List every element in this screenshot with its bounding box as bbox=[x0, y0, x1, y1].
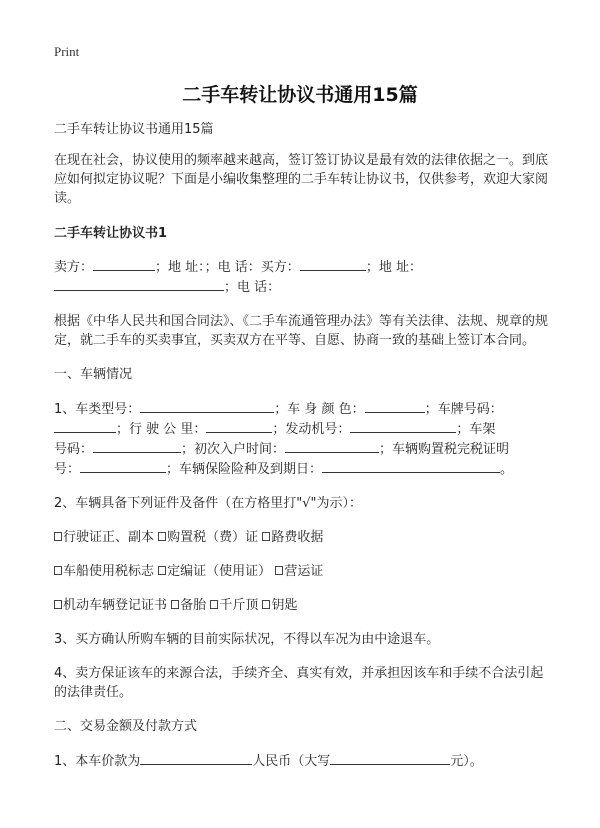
checkbox[interactable] bbox=[262, 600, 270, 609]
engine-blank[interactable] bbox=[350, 419, 456, 433]
item2-paragraph: 2、车辆具备下列证件及备件（在方格里打"√"为示）： bbox=[54, 496, 363, 511]
buyer-label: 买方： bbox=[260, 260, 300, 275]
intro-paragraph: 在现在社会，协议使用的频率越来越高，签订签订协议是最有效的法律依据之一。到底应如何拟定协议呢？下面是小编收集整理的二手车转让协议书，仅供参考，欢迎大家阅读。 bbox=[54, 153, 549, 206]
seller-blank[interactable] bbox=[93, 257, 155, 271]
parties-line bbox=[54, 257, 554, 297]
tax-number-label: 号： bbox=[54, 462, 81, 477]
insurance-label: ；车辆保险险种及到期日： bbox=[166, 462, 323, 477]
insurance-blank[interactable] bbox=[322, 459, 500, 473]
frame-label: ；车架 bbox=[456, 422, 496, 437]
price-suffix: 元）。 bbox=[450, 754, 483, 769]
tax-label: ；车辆购置税完税证明 bbox=[379, 442, 510, 457]
seller-label: 卖方： bbox=[54, 260, 94, 275]
buyer-blank[interactable] bbox=[300, 257, 366, 271]
legal-basis-paragraph: 根据《中华人民共和国合同法》、《二手车流通管理办法》等有关法律、法规、规章的规定，就二手车的买卖事宜，买卖双方在平等、自愿、协商一致的基础上签订本合同。 bbox=[54, 314, 549, 348]
print-link[interactable]: Print bbox=[54, 44, 80, 59]
checkbox-label: 车船使用税标志 bbox=[63, 564, 155, 579]
phone-label: ；电 话： bbox=[204, 260, 261, 275]
checkbox-line-1 bbox=[54, 528, 554, 547]
phone2-label: ；电 话： bbox=[224, 280, 281, 295]
price-uppercase-label: 人民币（大写 bbox=[252, 754, 331, 769]
checkbox-label: 备胎 bbox=[180, 598, 207, 613]
checkbox[interactable] bbox=[54, 566, 62, 575]
address-label: ；地 址： bbox=[155, 260, 205, 275]
checkbox[interactable] bbox=[54, 532, 62, 541]
color-label: ；车 身 颜 色： bbox=[274, 402, 365, 417]
mileage-blank[interactable] bbox=[206, 419, 272, 433]
vehicle-info-paragraph bbox=[54, 399, 554, 479]
checkbox[interactable] bbox=[54, 600, 62, 609]
register-blank[interactable] bbox=[285, 439, 379, 453]
subtitle: 二手车转让协议书通用15篇 bbox=[54, 122, 214, 137]
checkbox-label: 钥匙 bbox=[271, 598, 298, 613]
tax-blank[interactable] bbox=[80, 459, 166, 473]
address2-label: ；地 址： bbox=[365, 260, 422, 275]
section2-heading: 二、交易金额及付款方式 bbox=[54, 719, 198, 734]
checkbox[interactable] bbox=[275, 566, 283, 575]
item1-end: 。 bbox=[500, 462, 514, 477]
checkbox[interactable] bbox=[262, 532, 270, 541]
checkbox-line-3 bbox=[54, 596, 554, 615]
checkbox-line-2 bbox=[54, 562, 554, 581]
page-title: 二手车转让协议书通用15篇 bbox=[182, 84, 418, 106]
frame-blank[interactable] bbox=[93, 439, 181, 453]
color-blank[interactable] bbox=[365, 399, 425, 413]
plate-blank[interactable] bbox=[54, 419, 116, 433]
price-blank[interactable] bbox=[140, 751, 252, 765]
plate-label: ；车牌号码： bbox=[424, 402, 503, 417]
engine-label: ；发动机号： bbox=[272, 422, 351, 437]
checkbox-label: 千斤顶 bbox=[219, 598, 259, 613]
price-uppercase-blank[interactable] bbox=[330, 751, 450, 765]
frame-number-label: 号码： bbox=[54, 442, 94, 457]
mileage-label: ；行 驶 公 里： bbox=[116, 422, 207, 437]
checkbox-label: 行驶证正、副本 bbox=[63, 530, 155, 545]
price-line bbox=[54, 751, 554, 771]
checkbox-label: 定编证（使用证） bbox=[167, 564, 272, 579]
vehicle-type-blank[interactable] bbox=[140, 399, 274, 413]
checkbox-label: 路费收据 bbox=[271, 530, 324, 545]
checkbox[interactable] bbox=[158, 566, 166, 575]
checkbox[interactable] bbox=[158, 532, 166, 541]
checkbox-label: 购置税（费）证 bbox=[167, 530, 259, 545]
checkbox[interactable] bbox=[210, 600, 218, 609]
vehicle-type-label: 1、车类型号： bbox=[54, 402, 141, 417]
item4-paragraph: 4、卖方保证该车的来源合法，手续齐全、真实有效，并承担因该车和手续不合法引起的法律责任。 bbox=[54, 666, 544, 700]
register-label: ；初次入户时间： bbox=[181, 442, 286, 457]
address2-blank[interactable] bbox=[54, 277, 224, 291]
checkbox-label: 营运证 bbox=[284, 564, 324, 579]
checkbox-label: 机动车辆登记证书 bbox=[63, 598, 168, 613]
item3-paragraph: 3、买方确认所购车辆的目前实际状况，不得以车况为由中途退车。 bbox=[54, 632, 440, 647]
agreement-heading: 二手车转让协议书1 bbox=[54, 226, 168, 241]
checkbox[interactable] bbox=[171, 600, 179, 609]
section1-heading: 一、车辆情况 bbox=[54, 367, 133, 382]
document-body bbox=[54, 120, 554, 786]
price-label: 1、本车价款为 bbox=[54, 754, 141, 769]
